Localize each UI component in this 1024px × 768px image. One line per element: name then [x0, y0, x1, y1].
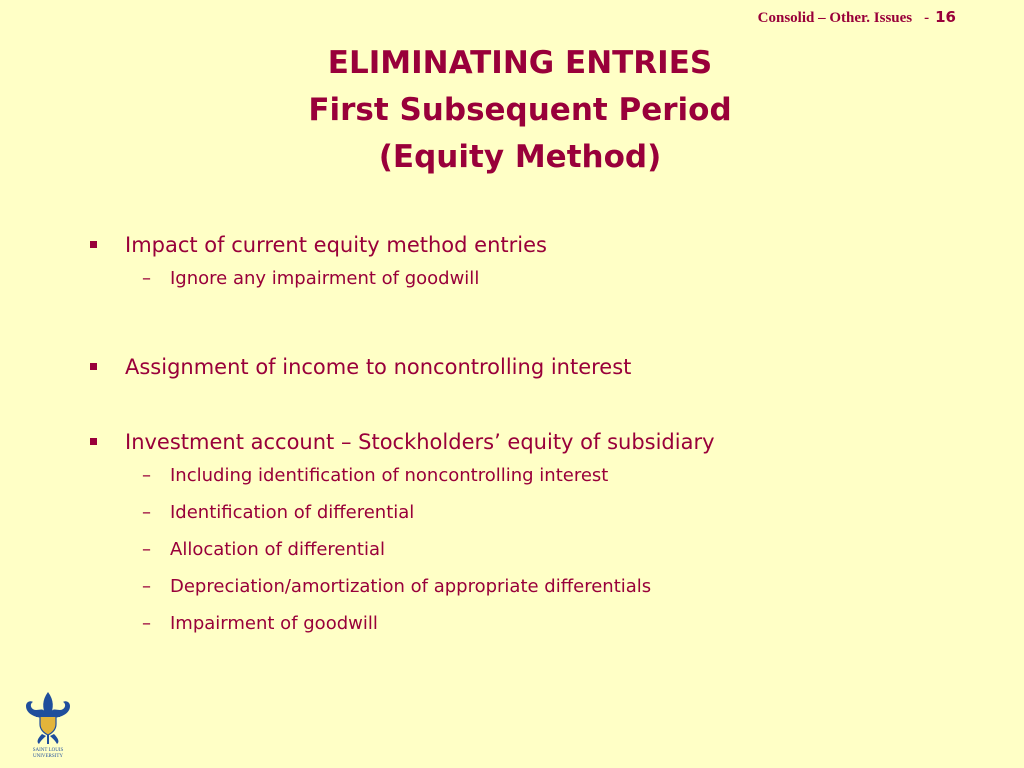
dash-icon: –: [142, 502, 151, 523]
bullet-item-2: [90, 352, 990, 382]
logo-text-line-1: SAINT LOUIS: [32, 748, 64, 753]
square-bullet-icon: [90, 241, 97, 248]
sub-bullet-item: [90, 568, 990, 605]
logo-text-line-2: UNIVERSITY: [33, 754, 63, 759]
sub-bullet-text: Identification of differential: [170, 502, 415, 523]
dash-icon: –: [142, 268, 151, 289]
bullet-item-1: [90, 230, 990, 260]
bullet-list: [90, 230, 990, 642]
bullet-item-3: [90, 427, 990, 457]
sub-bullet-item: [90, 531, 990, 568]
dash-icon: –: [142, 613, 151, 634]
sub-bullet-text: Allocation of differential: [170, 539, 386, 560]
slide-header: [758, 8, 956, 27]
bullet-text: Assignment of income to noncontrolling interest: [125, 355, 632, 379]
title-line-1: ELIMINATING ENTRIES: [327, 45, 713, 81]
bullet-text: Impact of current equity method entries: [125, 233, 547, 257]
sub-bullet-text: Ignore any impairment of goodwill: [170, 268, 480, 289]
sub-bullet-text: Depreciation/amortization of appropriate differentials: [170, 576, 652, 597]
page-number: 16: [935, 8, 956, 26]
header-separator: -: [924, 10, 930, 26]
fleur-de-lis-icon: [26, 692, 70, 744]
sub-bullet-item: [90, 457, 990, 494]
title-line-3: (Equity Method): [378, 139, 662, 175]
sub-bullet-item: [90, 494, 990, 531]
dash-icon: –: [142, 539, 151, 560]
header-title: Consolid – Other. Issues: [757, 10, 913, 26]
sub-bullet-text: Including identification of noncontrolling interest: [170, 465, 609, 486]
dash-icon: –: [142, 576, 151, 597]
saint-louis-university-logo: [20, 688, 76, 760]
bullet-text: Investment account – Stockholders’ equity of subsidiary: [125, 430, 715, 454]
sub-bullet-item: [90, 605, 990, 642]
square-bullet-icon: [90, 438, 97, 445]
square-bullet-icon: [90, 363, 97, 370]
slide-title: [0, 40, 1024, 181]
sub-bullet-item: [90, 260, 990, 297]
title-line-2: First Subsequent Period: [308, 92, 732, 128]
dash-icon: –: [142, 465, 151, 486]
sub-bullet-text: Impairment of goodwill: [170, 613, 378, 634]
